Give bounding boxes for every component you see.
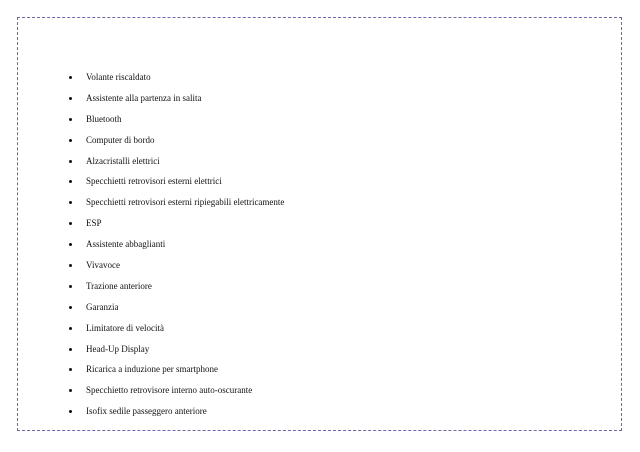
bullet-icon	[69, 180, 72, 183]
feature-label: Assistente alla partenza in salita	[86, 92, 202, 103]
feature-label: Trazione anteriore	[86, 280, 152, 291]
list-item	[69, 321, 284, 342]
feature-label: Vivavoce	[86, 260, 120, 271]
list-item	[69, 70, 284, 91]
list-item	[69, 237, 284, 258]
document-frame	[17, 17, 622, 431]
bullet-icon	[69, 264, 72, 267]
bullet-icon	[69, 222, 72, 225]
list-item	[69, 383, 284, 404]
list-item	[69, 279, 284, 300]
bullet-icon	[69, 97, 72, 100]
feature-label: Ricarica a induzione per smartphone	[86, 364, 218, 375]
bullet-icon	[69, 368, 72, 371]
feature-label: Assistente abbaglianti	[86, 239, 166, 250]
bullet-icon	[69, 201, 72, 204]
bullet-icon	[69, 306, 72, 309]
feature-label: Computer di bordo	[86, 134, 155, 145]
list-item	[69, 174, 284, 195]
bullet-icon	[69, 327, 72, 330]
feature-label: Specchietto retrovisore interno auto-oscurante	[86, 385, 253, 396]
list-item	[69, 195, 284, 216]
feature-label: Specchietti retrovisori esterni elettrici	[86, 176, 222, 187]
list-item	[69, 362, 284, 383]
bullet-icon	[69, 410, 72, 413]
list-item	[69, 112, 284, 133]
list-item	[69, 342, 284, 363]
list-item	[69, 258, 284, 279]
list-item	[69, 404, 284, 425]
feature-label: Garanzia	[86, 301, 119, 312]
bullet-icon	[69, 139, 72, 142]
feature-list	[69, 70, 284, 425]
feature-label: Head-Up Display	[86, 343, 150, 354]
list-item	[69, 133, 284, 154]
bullet-icon	[69, 389, 72, 392]
bullet-icon	[69, 160, 72, 163]
list-item	[69, 154, 284, 175]
feature-label: Alzacristalli elettrici	[86, 155, 160, 166]
bullet-icon	[69, 285, 72, 288]
feature-label: Volante riscaldato	[86, 72, 151, 82]
list-item	[69, 91, 284, 112]
bullet-icon	[69, 348, 72, 351]
bullet-icon	[69, 118, 72, 121]
list-item	[69, 300, 284, 321]
feature-label: Specchietti retrovisori esterni ripiegabili elettricamente	[86, 197, 285, 208]
bullet-icon	[69, 243, 72, 246]
feature-label: Limitatore di velocità	[86, 322, 164, 333]
feature-label: Isofix sedile passeggero anteriore	[86, 406, 207, 417]
list-item	[69, 216, 284, 237]
feature-label: Bluetooth	[86, 113, 122, 124]
feature-label: ESP	[86, 218, 102, 229]
bullet-icon	[69, 76, 72, 79]
